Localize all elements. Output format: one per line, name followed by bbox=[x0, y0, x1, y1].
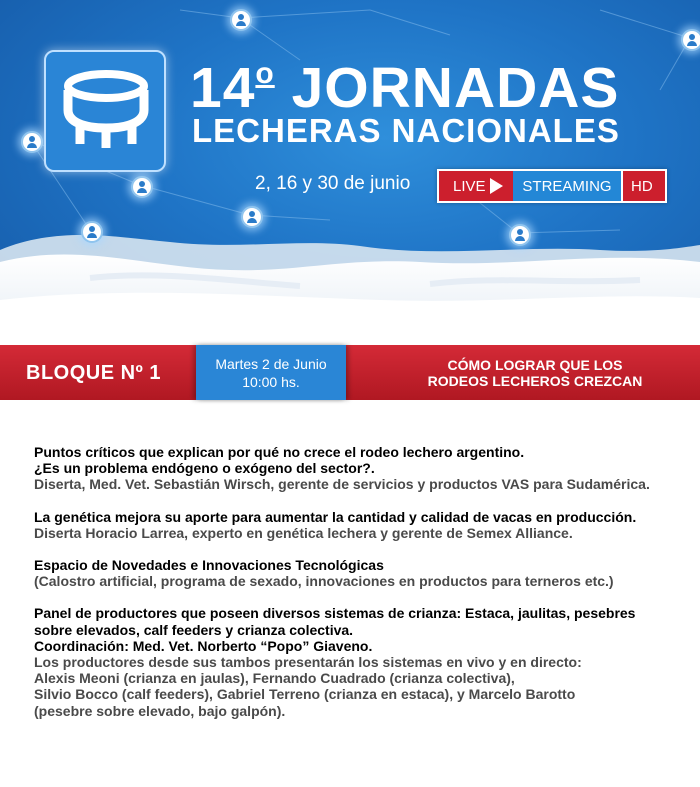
item-coordinator: Coordinación: Med. Vet. Norberto “Popo” Giaveno. bbox=[34, 637, 373, 654]
person-node-icon bbox=[21, 131, 43, 153]
event-subtitle: LECHERAS NACIONALES bbox=[192, 112, 620, 149]
item-text: ¿Es un problema endógeno o exógeno del sector?. bbox=[34, 460, 375, 477]
item-detail: (Calostro artificial, programa de sexado, innovaciones en productos para terneros etc.) bbox=[34, 573, 614, 590]
person-node-icon bbox=[131, 176, 153, 198]
item-detail: Silvio Bocco (calf feeders), Gabriel Terreno (crianza en estaca), y Marcelo Barotto bbox=[34, 686, 576, 703]
title-ordinal: o bbox=[255, 57, 275, 90]
hd-segment: HD bbox=[621, 171, 665, 201]
person-node-icon bbox=[681, 29, 700, 51]
live-segment bbox=[439, 171, 513, 201]
program-item-3 bbox=[34, 557, 694, 589]
item-speaker: Diserta Horacio Larrea, experto en genética lechera y gerente de Semex Alliance. bbox=[34, 524, 573, 541]
hero-banner bbox=[0, 0, 700, 345]
program-content bbox=[34, 444, 694, 735]
program-item-2 bbox=[34, 509, 694, 541]
person-node-icon bbox=[81, 221, 103, 243]
item-text: La genética mejora su aporte para aumentar la cantidad y calidad de vacas en producción. bbox=[34, 508, 637, 525]
logo-mark bbox=[46, 52, 164, 170]
live-streaming-badge bbox=[437, 169, 667, 203]
topic-line-1: CÓMO LOGRAR QUE LOS bbox=[447, 357, 623, 373]
topic-line-2: RODEOS LECHEROS CREZCAN bbox=[427, 373, 643, 389]
item-text: Espacio de Novedades e Innovaciones Tecnológicas bbox=[34, 557, 384, 574]
event-dates: 2, 16 y 30 de junio bbox=[255, 173, 411, 194]
item-detail: (pesebre sobre elevado, bajo galpón). bbox=[34, 702, 286, 719]
live-label: LIVE bbox=[453, 177, 486, 195]
bloque-time: 10:00 hs. bbox=[242, 374, 300, 390]
logo-icon bbox=[44, 50, 166, 172]
item-detail: Alexis Meoni (crianza en jaulas), Fernando Cuadrado (crianza colectiva), bbox=[34, 670, 515, 687]
play-icon bbox=[490, 178, 503, 194]
streaming-segment: STREAMING bbox=[513, 171, 621, 201]
person-node-icon bbox=[230, 9, 252, 31]
event-title: 14$^o$ JORNADAS bbox=[190, 56, 620, 120]
bloque-date: Martes 2 de Junio bbox=[215, 356, 327, 372]
person-node-icon bbox=[509, 224, 531, 246]
bloque-bar bbox=[0, 345, 700, 400]
bloque-label: BLOQUE Nº 1 bbox=[26, 361, 162, 384]
person-node-icon bbox=[241, 206, 263, 228]
bloque-date-box bbox=[196, 345, 346, 400]
program-item-4 bbox=[34, 605, 694, 718]
item-text: Panel de productores que poseen diversos sistemas de crianza: Estaca, jaulitas, pesebres bbox=[34, 605, 636, 622]
bloque-topic bbox=[370, 345, 700, 400]
item-detail: Los productores desde sus tambos presentarán los sistemas en vivo y en directo: bbox=[34, 654, 582, 671]
item-text: sobre elevados, calf feeders y crianza colectiva. bbox=[34, 621, 354, 638]
item-speaker: Diserta, Med. Vet. Sebastián Wirsch, gerente de servicios y productos VAS para Sudamérica. bbox=[34, 476, 650, 493]
item-text: Puntos críticos que explican por qué no crece el rodeo lechero argentino. bbox=[34, 444, 525, 460]
program-item-1 bbox=[34, 444, 694, 493]
